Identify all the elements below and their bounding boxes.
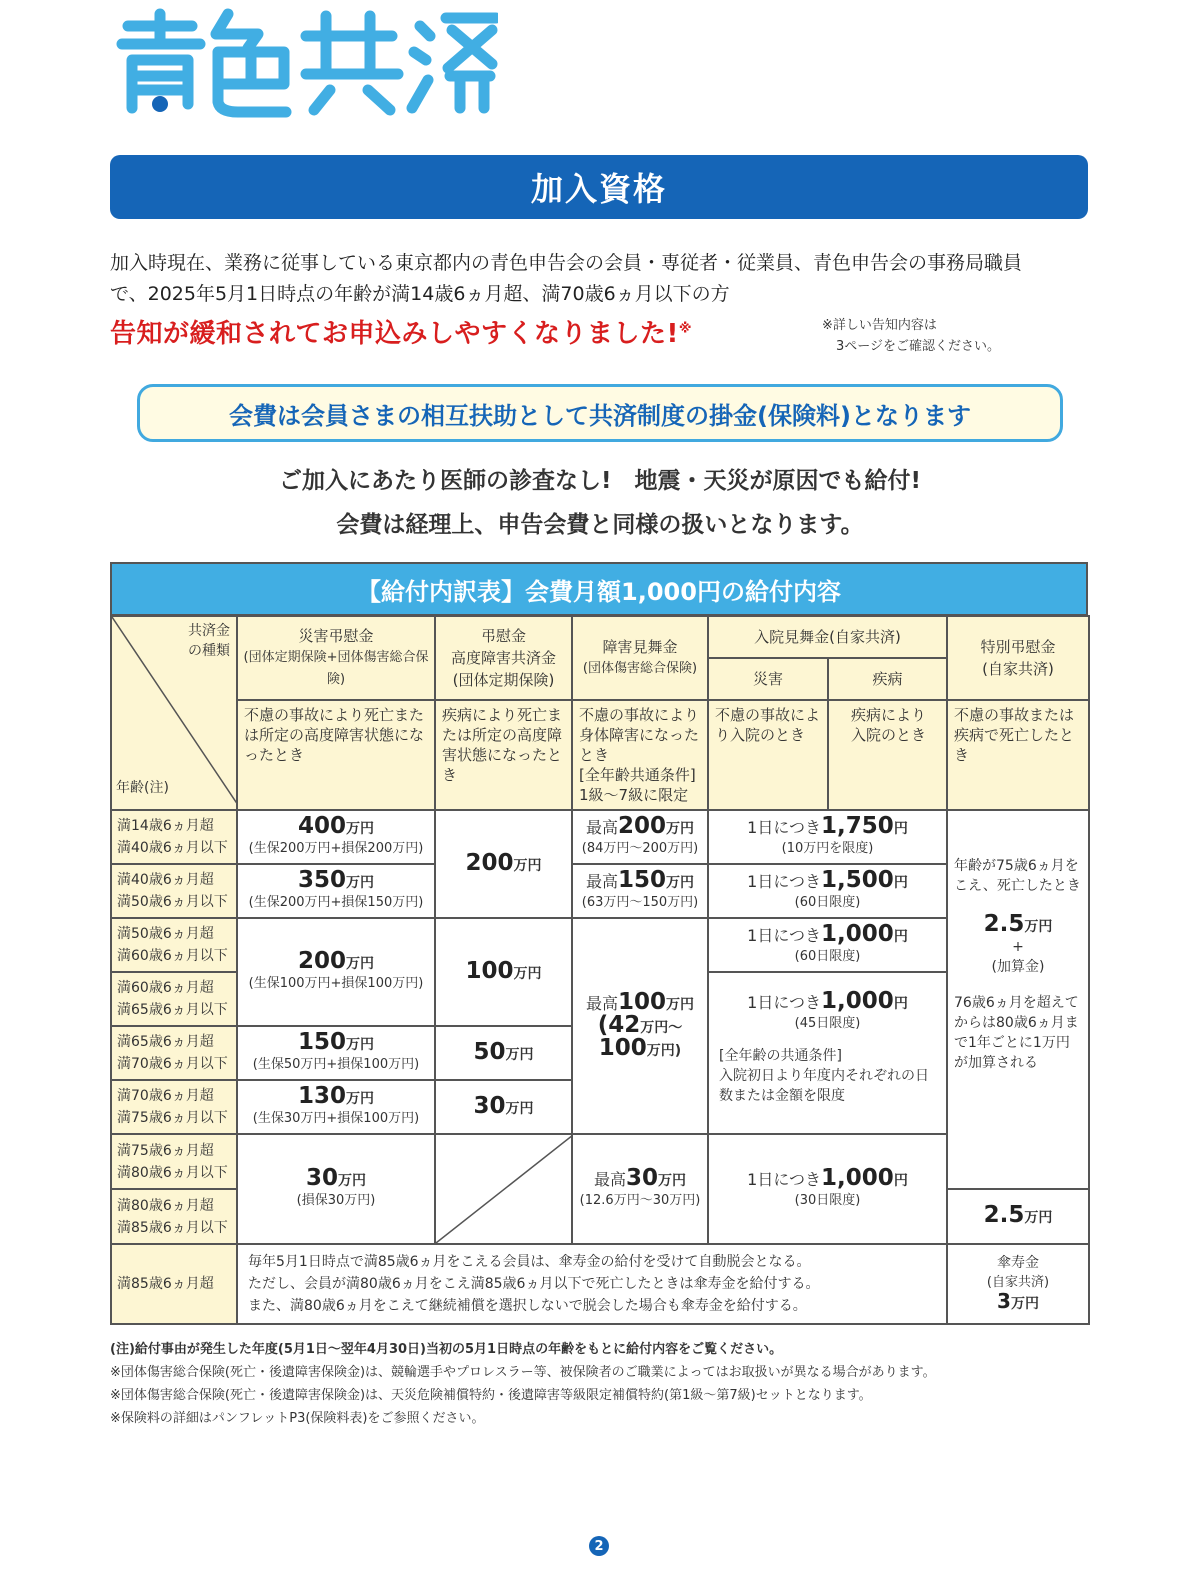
age-to: 満85歳6ヵ月以下 [117, 1219, 228, 1236]
age-to: 満70歳6ヵ月以下 [117, 1056, 228, 1072]
c4-unit: 円 [893, 820, 908, 837]
c1-sub: (生保50万円+損保100万円) [252, 1056, 420, 1072]
c1-cell [237, 1080, 435, 1134]
age-from: 満70歳6ヵ月超 [117, 1088, 214, 1104]
desc-4b: 疾病により入院のとき [828, 700, 947, 810]
age-row [111, 810, 237, 864]
c4-amount: 1,000 [821, 988, 894, 1014]
page-number: 2 [589, 1536, 609, 1556]
c1-cell [237, 810, 435, 864]
c1-cell [237, 918, 435, 1026]
last-amount: 3 [997, 1289, 1011, 1313]
c3-pre: 最高 [585, 993, 618, 1013]
c1-unit: 万円 [346, 874, 374, 891]
c3-unit: 万円 [666, 996, 695, 1013]
c2-amount: 30 [473, 1092, 506, 1119]
eligibility-text [110, 248, 1100, 310]
desc-5: 不慮の事故または疾病で死亡したとき [947, 700, 1089, 810]
age-row [111, 972, 237, 1026]
section-header: 加入資格 [110, 155, 1088, 219]
c2-cell [435, 918, 572, 1026]
age-to: 満60歳6ヵ月以下 [117, 948, 228, 964]
corner-label-top-2: の種類 [188, 643, 230, 659]
c5-unit-2: 万円 [1024, 1210, 1053, 1226]
age-row [111, 1080, 237, 1134]
c5-cell-2 [947, 1189, 1089, 1244]
c4-cell [708, 918, 947, 972]
c4-amount: 1,000 [821, 920, 894, 947]
c3-cell [572, 918, 708, 1134]
footnote: (注)給付事由が発生した年度(5月1日～翌年4月30日)当初の5月1日時点の年齢をもとに給付内容をご覧ください。 [110, 1342, 783, 1357]
header-special-condolence [947, 616, 1089, 700]
age-from: 満75歳6ヵ月超 [117, 1142, 214, 1159]
c3-amount: 150 [618, 866, 667, 893]
c4-sub: (30日限度) [794, 1192, 861, 1208]
c1-amount: 130 [297, 1082, 346, 1109]
header-2-sub: 高度障害共済金 [450, 649, 556, 667]
c1-sub: (生保100万円+損保100万円) [248, 975, 424, 991]
feature-line-1: ご加入にあたり医師の診査なし! 地震・天災が原因でも給付! [279, 468, 921, 494]
c2-unit: 万円 [513, 857, 542, 874]
header-condolence [435, 616, 572, 700]
c5-amount: 2.5 [983, 911, 1025, 937]
age-from: 満14歳6ヵ月超 [117, 818, 214, 834]
c4-sub: (60日限度) [794, 894, 861, 910]
header-disaster-condolence [237, 616, 435, 700]
last-line-2: ただし、会員が満80歳6ヵ月をこえ満85歳6ヵ月以下で死亡したときは傘寿金を給付する。 [248, 1276, 820, 1292]
corner-label-age: 年齢(注) [116, 780, 169, 796]
header-2-title: 弔慰金 [480, 627, 526, 645]
age-row [111, 918, 237, 972]
c4-unit: 円 [893, 874, 908, 891]
c1-unit: 万円 [346, 955, 374, 972]
c5-text-2: 76歳6ヵ月を超えてからは80歳6ヵ月まで1年ごとに1万円が加算される [954, 995, 1079, 1071]
c1-unit: 万円 [346, 1036, 374, 1053]
header-hospital: 入院見舞金(自家共済) [708, 616, 947, 658]
header-disability [572, 616, 708, 700]
header-5-sub: (自家共済) [982, 660, 1054, 678]
c5-amount-2: 2.5 [983, 1202, 1025, 1228]
benefit-table [110, 615, 1090, 1325]
age-from: 満80歳6ヵ月超 [117, 1197, 214, 1214]
table-title: 【給付内訳表】会費月額1,000円の給付内容 [110, 562, 1088, 616]
c5-unit: 万円 [1024, 919, 1053, 935]
c5-cell [947, 810, 1089, 1189]
c1-amount: 350 [297, 866, 346, 893]
c4-cell [708, 972, 947, 1134]
age-row [111, 1189, 237, 1244]
c1-unit: 万円 [346, 820, 374, 837]
c3-sub: (84万円～200万円) [581, 840, 699, 856]
c1-amount: 200 [297, 947, 346, 974]
c3-pre: 最高 [585, 871, 618, 891]
c1-sub: (生保200万円+損保150万円) [248, 894, 424, 910]
footnote: ※保険料の詳細はパンフレットP3(保険料表)をご参照ください。 [110, 1411, 485, 1426]
c4-sub: (60日限度) [794, 948, 861, 964]
c1-unit: 万円 [346, 1090, 374, 1107]
c2-unit: 万円 [505, 1100, 534, 1117]
corner-label-top-1: 共済金 [188, 623, 230, 639]
c4-amount: 1,000 [821, 1164, 894, 1191]
c3-amount: 100 [618, 988, 667, 1015]
c4-unit: 円 [893, 928, 908, 945]
c4-cell [708, 810, 947, 864]
c4-amount: 1,750 [821, 812, 894, 839]
age-to: 満50歳6ヵ月以下 [117, 894, 228, 910]
c4-cell [708, 1134, 947, 1244]
desc-3 [572, 700, 708, 810]
desc-4a: 不慮の事故により入院のとき [708, 700, 828, 810]
c3-sub: (12.6万円～30万円) [579, 1192, 701, 1208]
c2-unit: 万円 [513, 965, 542, 982]
age-row [111, 1134, 237, 1189]
header-3-sub: (団体傷害総合保険) [582, 661, 698, 676]
header-1-sub: (団体定期保険+団体傷害総合保険) [243, 650, 429, 687]
c3-sub-unit2: 万円) [646, 1042, 682, 1059]
eligibility-line-2: で、2025年5月1日時点の年齢が満14歳6ヵ月超、満70歳6ヵ月以下の方 [110, 283, 730, 305]
feature-line-2: 会費は経理上、申告会費と同様の扱いとなります。 [336, 512, 864, 538]
c3-pre: 最高 [585, 817, 618, 837]
age-to: 満65歳6ヵ月以下 [117, 1002, 228, 1018]
c2-unit: 万円 [505, 1046, 534, 1063]
last-unit: 万円 [1010, 1296, 1039, 1312]
c4-sub: (10万円を限度) [781, 840, 874, 856]
c3-cell [572, 1134, 708, 1244]
age-row [111, 864, 237, 918]
c4-condition-text: 入院初日より年度内それぞれの日数または金額を限度 [719, 1068, 929, 1104]
c1-amount: 150 [297, 1028, 346, 1055]
header-hospital-illness: 疾病 [828, 658, 947, 700]
notice-footnote-2: 3ページをご確認ください。 [836, 339, 1001, 354]
c4-pre: 1日につき [747, 817, 822, 837]
c1-sub: (損保30万円) [296, 1192, 376, 1208]
c2-cell [435, 1026, 572, 1080]
relaxed-notice [110, 313, 692, 350]
c2-amount: 200 [465, 849, 514, 876]
c1-cell [237, 864, 435, 918]
age-to: 満40歳6ヵ月以下 [117, 840, 228, 856]
age-from: 満40歳6ヵ月超 [117, 872, 214, 888]
c4-condition-title: [全年齢の共通条件] [719, 1048, 842, 1064]
logo [108, 4, 498, 124]
header-1-title: 災害弔慰金 [298, 627, 374, 645]
last-row-benefit [947, 1244, 1089, 1324]
corner-cell [111, 616, 237, 810]
relaxed-notice-text: 告知が緩和されてお申込みしやすくなりました! [110, 319, 679, 349]
c2-amount: 50 [473, 1038, 506, 1065]
age-from: 満50歳6ヵ月超 [117, 926, 214, 942]
c4-sub: (45日限度) [794, 1016, 861, 1031]
c1-cell [237, 1026, 435, 1080]
c2-amount: 100 [465, 957, 514, 984]
footnote: ※団体傷害総合保険(死亡・後遺障害保険金)は、天災危険補償特約・後遺障害等級限定補償特約(第1級～第7級)セットとなります。 [110, 1388, 872, 1403]
c4-pre: 1日につき [747, 925, 822, 945]
header-2-sub2: (団体定期保険) [452, 671, 555, 689]
desc-3-a: 不慮の事故により身体障害になったとき [579, 706, 700, 764]
header-3-title: 障害見舞金 [602, 638, 678, 656]
c4-amount: 1,500 [821, 866, 894, 893]
footnote: ※団体傷害総合保険(死亡・後遺障害保険金)は、競輪選手やプロレスラー等、被保険者のご職業によってはお取扱いが異なる場合があります。 [110, 1365, 936, 1380]
c3-cell [572, 864, 708, 918]
age-row [111, 1026, 237, 1080]
c5-text-1: 年齢が75歳6ヵ月をこえ、死亡したとき [954, 858, 1081, 894]
age-from: 満60歳6ヵ月超 [117, 980, 214, 996]
c3-unit: 万円 [658, 1172, 687, 1189]
c2-cell [435, 1080, 572, 1134]
age-to: 満75歳6ヵ月以下 [117, 1110, 228, 1126]
c3-amount: 30 [626, 1164, 659, 1191]
c3-amount: 200 [618, 812, 667, 839]
desc-1: 不慮の事故により死亡または所定の高度障害状態になったとき [237, 700, 435, 810]
last-r2: (自家共済) [986, 1275, 1050, 1290]
relaxed-notice-mark: ※ [678, 321, 692, 337]
last-r1: 傘寿金 [997, 1255, 1039, 1271]
c2-cell [435, 810, 572, 918]
c1-cell [237, 1134, 435, 1244]
c4-cell [708, 864, 947, 918]
c1-sub: (生保30万円+損保100万円) [252, 1110, 420, 1126]
notice-footnote [822, 315, 1000, 357]
c1-sub: (生保200万円+損保200万円) [248, 840, 424, 856]
c3-sub-b: 100 [598, 1034, 647, 1061]
c4-unit: 円 [893, 996, 908, 1012]
c3-cell [572, 810, 708, 864]
c2-empty-cell [435, 1134, 572, 1244]
last-line-1: 毎年5月1日時点で満85歳6ヵ月をこえる会員は、傘寿金の給付を受けて自動脱会となる。 [248, 1254, 811, 1270]
desc-2: 疾病により死亡または所定の高度障害状態になったとき [435, 700, 572, 810]
header-hospital-disaster: 災害 [708, 658, 828, 700]
c3-sub: (63万円～150万円) [581, 894, 699, 910]
c3-unit: 万円 [666, 874, 695, 891]
c4-pre: 1日につき [747, 993, 822, 1012]
c4-pre: 1日につき [747, 1169, 822, 1189]
premium-pill: 会費は会員さまの相互扶助として共済制度の掛金(保険料)となります [137, 384, 1063, 442]
c3-sub-unit: 万円～ [640, 1019, 683, 1036]
c3-sub-a: (42 [597, 1011, 641, 1038]
c1-amount: 400 [297, 812, 346, 839]
age-from: 満65歳6ヵ月超 [117, 1034, 214, 1050]
eligibility-line-1: 加入時現在、業務に従事している東京都内の青色申告会の会員・専従者・従業員、青色申告会の事務局職員 [110, 252, 1023, 274]
c5-plus: + [1012, 939, 1024, 955]
c3-unit: 万円 [666, 820, 695, 837]
age-row [111, 1244, 237, 1324]
age-from: 満85歳6ヵ月超 [117, 1276, 214, 1292]
c3-pre: 最高 [593, 1169, 626, 1189]
c5-add: (加算金) [991, 959, 1045, 975]
c1-amount: 30 [305, 1164, 338, 1191]
desc-3-c: 1級～7級に限定 [579, 786, 689, 804]
c1-unit: 万円 [338, 1172, 366, 1189]
c4-unit: 円 [893, 1172, 908, 1189]
c4-pre: 1日につき [747, 871, 822, 891]
desc-3-b: [全年齢共通条件] [579, 766, 696, 784]
header-5-title: 特別弔慰金 [980, 638, 1056, 656]
last-row-text [237, 1244, 947, 1324]
age-to: 満80歳6ヵ月以下 [117, 1164, 228, 1181]
notice-footnote-1: ※詳しい告知内容は [822, 318, 937, 333]
footnotes [110, 1338, 936, 1430]
last-line-3: また、満80歳6ヵ月をこえて継続補償を選択しないで脱会した場合も傘寿金を給付する。 [248, 1298, 807, 1314]
